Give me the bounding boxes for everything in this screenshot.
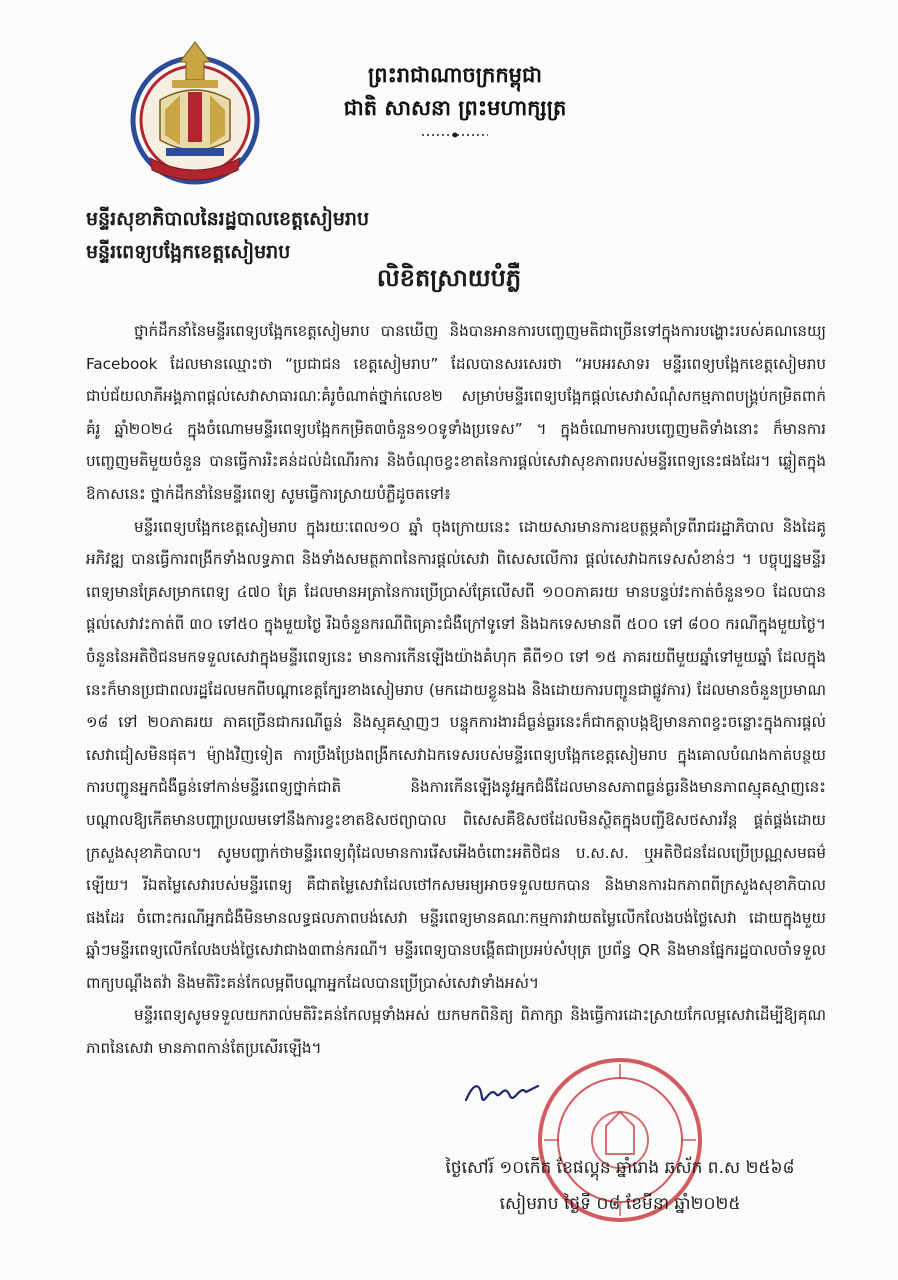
date-block [420,1150,820,1222]
issuer-health-department: មន្ទីរសុខាភិបាលនៃរដ្ឋបាលខេត្តសៀមរាប [86,208,370,230]
issuer-block [86,203,546,269]
letter-body [86,315,826,1065]
solar-date: សៀមរាប ថ្ងៃទី ០៨ ខែមីនា ឆ្នាំ២០២៥ [499,1194,741,1214]
handwritten-signature [462,1076,542,1110]
kingdom-header [290,58,620,140]
body-paragraph: មន្ទីរពេទ្យបង្អែកខេត្តសៀមរាប ក្នុងរយៈពេល១០ ឆ្នាំ ចុងក្រោយនេះ ដោយសារមានការឧបត្ថម្ភគាំទ្រពីរាជរដ្ឋាភិបាល និងដៃគូអភិវឌ្ឍ បានធ្វើការពង្រីកទាំងលទ្ធភាព និងទាំងសមត្ថភាពនៃការផ្តល់សេវា ពិសេសលើការ ផ្តល់សេវាឯកទេសសំខាន់ៗ ។ បច្ចុប្បន្នមន្ទីរពេទ្យមានគ្រែសម្រាកពេទ្យ ៤៧០ គ្រែ ដែលមានអត្រានៃការប្រើប្រាស់គ្រែលើសពី ១០០ភាគរយ មានបន្ទប់វះកាត់ចំនួន១០ ដែលបានផ្តល់សេវាវះកាត់ពី ៣០ ទៅ៥០ ក្នុងមួយថ្ងៃ រីឯចំនួនករណីពិគ្រោះជំងឺក្រៅទូទៅ និងឯកទេសមានពី ៥០០ ទៅ ៨០០ ករណីក្នុងមួយថ្ងៃ។ ចំនួននៃអតិថិជនមកទទួលសេវាក្នុងមន្ទីរពេទ្យនេះ មានការកើនឡើងយ៉ាងគំហុក គឺពី១០ ទៅ ១៥ ភាគរយពីមួយឆ្នាំទៅមួយឆ្នាំ ដែលក្នុងនេះក៏មានប្រជាពលរដ្ឋដែលមកពីបណ្តាខេត្តក្បែរខាងសៀមរាប (មកដោយខ្លួនឯង និងដោយការបញ្ជូនជាផ្លូវការ) ដែលមានចំនួនប្រមាណ ១៨ ទៅ ២០ភាគរយ ភាគច្រើនជាករណីធ្ងន់ និងស្មុគស្មាញៗ បន្ទុកការងារដ៏ធ្ងន់ធ្ងរនេះក៏ជាកត្តាបង្កឱ្យមានភាពខ្វះចន្លោះក្នុងការផ្តល់សេវាជៀសមិនផុត។ ម៉្យាងវិញទៀត ការប្រឹងប្រែងពង្រីកសេវាឯកទេសរបស់មន្ទីរពេទ្យបង្អែកខេត្តសៀមរាប ក្នុងគោលបំណងកាត់បន្ថយការបញ្ជូនអ្នកជំងឺធ្ងន់ទៅកាន់មន្ទីរពេទ្យថ្នាក់ជាតិ និងការកើនឡើងនូវអ្នកជំងឺដែលមានសភាពធ្ងន់ធ្ងរនិងមានភាពស្មុគស្មាញនេះ បណ្តាលឱ្យកើតមានបញ្ហាប្រឈមទៅនឹងការខ្វះខាតឱសថព្យាបាល ពិសេសគឺឱសថដែលមិនស្ថិតក្នុងបញ្ជីឱសថសារវ័ន្ត ផ្គត់ផ្គង់ដោយក្រសួងសុខាភិបាល។ សូមបញ្ជាក់ថាមន្ទីរពេទ្យពុំដែលមានការរើសអើងចំពោះអតិថិជន ប.ស.ស. ឬអតិថិជនដែលប្រើប្រណ្ណសមធម៌ឡើយ។ រីឯតម្លៃសេវារបស់មន្ទីរពេទ្យ គឺជាតម្លៃសេវាដែលថៅកសមរម្យអាចទទួលយកបាន និងមានការឯកភាពពីក្រសួងសុខាភិបាលផងដែរ ចំពោះករណីអ្នកជំងឺមិនមានលទ្ធផលភាពបង់សេវា មន្ទីរពេទ្យមានគណៈកម្មការវាយតម្លៃលើកលែងបង់ថ្លៃសេវា ដោយក្នុងមួយឆ្នាំៗមន្ទីរពេទ្យលើកលែងបង់ថ្លៃសេវាជាង៣ពាន់ករណី។ មន្ទីរពេទ្យបានបង្កើតជាប្រអប់សំបុត្រ ប្រព័ន្ធ QR និងមានផ្នែករដ្ឋបាលចាំទទួលពាក្យបណ្តឹងតវ៉ា និងមតិរិះគន់កែលម្អពីបណ្តាអ្នកដែលបានប្រើប្រាស់សេវាទាំងអស់។ [86,517,826,992]
issuer-referral-hospital: មន្ទីរពេទ្យបង្អែកខេត្តសៀមរាប [86,241,291,263]
ornament-divider [420,130,490,140]
national-motto: ជាតិ សាសនា ព្រះមហាក្សត្រ [343,95,567,120]
ministry-emblem-logo [120,40,270,190]
document-title: លិខិតស្រាយបំភ្លឺ [376,263,522,292]
body-paragraph: ថ្នាក់ដឹកនាំនៃមន្ទីរពេទ្យបង្អែកខេត្តសៀមរាប បានឃើញ និងបានអានការបញ្ចេញមតិជាច្រើនទៅក្នុងការបង្ហោះរបស់គណនេយ្យ Facebook ដែលមានឈ្មោះថា “ប្រជាជន ខេត្តសៀមរាប” ដែលបានសរសេរថា “អបអរសាទរ មន្ទីរពេទ្យបង្អែកខេត្តសៀមរាប ជាប់ជ័យលាភីអង្គភាពផ្តល់សេវាសាធារណៈគំរូចំណាត់ថ្នាក់លេខ២ សម្រាប់មន្ទីរពេទ្យបង្អែកផ្តល់សេវាសំណុំសកម្មភាពបង្គ្រប់កម្រិតពាក់គំរូ ឆ្នាំ២០២៤ ក្នុងចំណោមមន្ទីរពេទ្យបង្អែកកម្រិត៣ចំនួន១០ទូទាំងប្រទេស” ។ ក្នុងចំណោមការបញ្ចេញមតិទាំងនោះ ក៏មានការបញ្ចេញមតិមួយចំនួន បានធ្វើការរិះគន់ដល់ដំណើរការ និងចំណុចខ្វះខាតនៃការផ្តល់សេវាសុខភាពរបស់មន្ទីរពេទ្យនេះផងដែរ។ ឆ្លៀតក្នុងឱកាសនេះ ថ្នាក់ដឹកនាំនៃមន្ទីរពេទ្យ សូមធ្វើការស្រាយបំភ្លឺដូចតទៅ៖ [86,322,826,503]
lunar-date: ថ្ងៃសៅរ៍ ១០កើត ខែផល្គុន ឆ្នាំរោង ឆស័ក ព.ស ២៥៦៨ [445,1158,795,1178]
kingdom-name: ព្រះរាជាណាចក្រកម្ពុជា [367,62,542,87]
body-paragraph: មន្ទីរពេទ្យសូមទទួលយករាល់មតិរិះគន់កែលម្អទាំងអស់ យកមកពិនិត្យ ពិភាក្សា និងធ្វើការដោះស្រាយកែលម្អសេវាដើម្បីឱ្យគុណភាពនៃសេវា មានភាពកាន់តែប្រសើរឡើង។ [86,1006,826,1058]
